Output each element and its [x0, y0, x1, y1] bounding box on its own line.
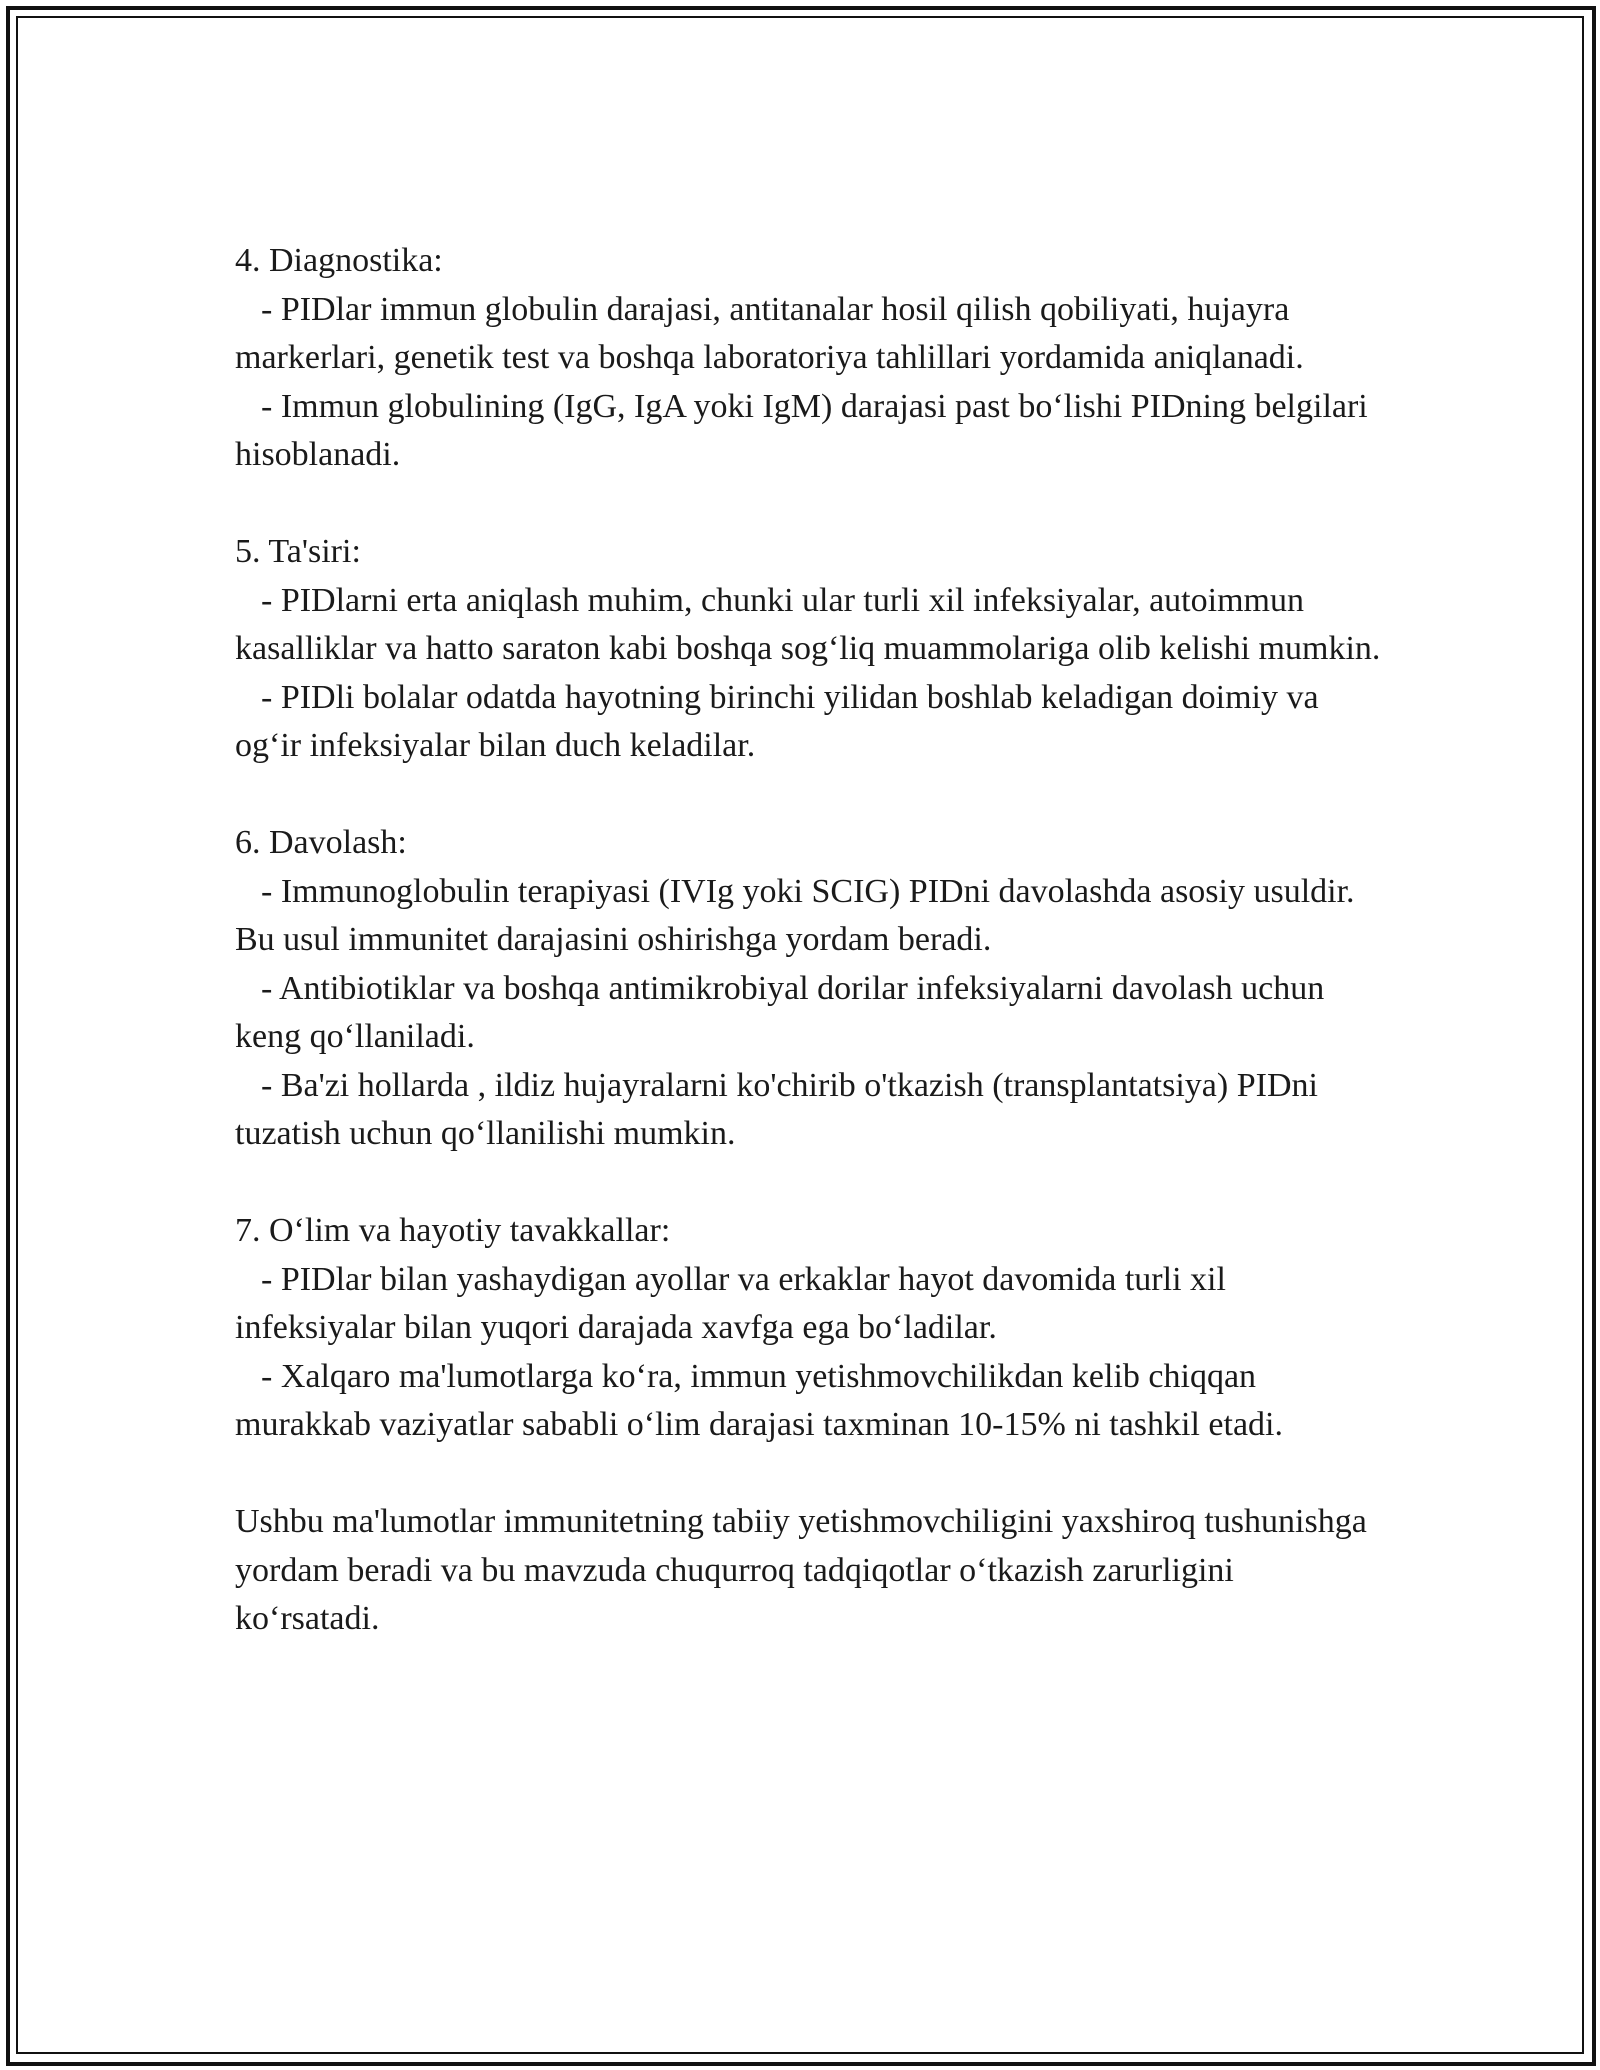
section-heading: 5. Ta'siri:	[235, 533, 361, 570]
list-item: - PIDlar bilan yashaydigan ayollar va erkaklar hayot davomida turli xil infeksiyalar bilan yuqori darajada xavfga ega bo‘ladilar.	[235, 1260, 1226, 1346]
list-item: - Immunoglobulin terapiyasi (IVIg yoki SCIG) PIDni davolashda asosiy usuldir. Bu usul immunitet darajasini oshirishga yordam beradi.	[235, 872, 1355, 958]
list-item: - PIDli bolalar odatda hayotning birinchi yilidan boshlab keladigan doimiy va og‘ir infeksiyalar bilan duch keladilar.	[235, 678, 1319, 764]
section-heading: 4. Diagnostika:	[235, 242, 443, 279]
paragraph-gap	[235, 771, 1385, 820]
document-body	[235, 237, 1385, 1644]
list-item: - Ba'zi hollarda , ildiz hujayralarni ko'chirib o'tkazish (transplantatsiya) PIDni tuzatish uchun qo‘llanilishi mumkin.	[235, 1066, 1318, 1152]
list-item: - Immun globulining (IgG, IgA yoki IgM) darajasi past bo‘lishi PIDning belgilari hisoblanadi.	[235, 387, 1368, 473]
section-davolash	[235, 819, 1385, 1159]
list-item: - Xalqaro ma'lumotlarga ko‘ra, immun yetishmovchilikdan kelib chiqqan murakkab vaziyatlar sababli o‘lim darajasi taxminan 10-15% ni tashkil etadi.	[235, 1357, 1284, 1443]
section-olim	[235, 1207, 1385, 1450]
list-item: - PIDlar immun globulin darajasi, antitanalar hosil qilish qobiliyati, hujayra markerlari, genetik test va boshqa laboratoriya tahlillari yordamida aniqlanadi.	[235, 290, 1304, 376]
paragraph-gap	[235, 1450, 1385, 1499]
conclusion-paragraph: Ushbu ma'lumotlar immunitetning tabiiy yetishmovchiligini yaxshiroq tushunishga yordam beradi va bu mavzuda chuqurroq tadqiqotlar o‘tkazish zarurligini ko‘rsatadi.	[235, 1503, 1367, 1637]
section-tasiri	[235, 528, 1385, 771]
list-item: - Antibiotiklar va boshqa antimikrobiyal dorilar infeksiyalarni davolash uchun keng qo‘llaniladi.	[235, 969, 1325, 1055]
section-heading: 6. Davolash:	[235, 824, 407, 861]
list-item: - PIDlarni erta aniqlash muhim, chunki ular turli xil infeksiyalar, autoimmun kasalliklar va hatto saraton kabi boshqa sog‘liq muammolariga olib kelishi mumkin.	[235, 581, 1381, 667]
section-heading: 7. O‘lim va hayotiy tavakkallar:	[235, 1212, 671, 1249]
paragraph-gap	[235, 1159, 1385, 1208]
section-diagnostika	[235, 237, 1385, 480]
paragraph-gap	[235, 480, 1385, 529]
